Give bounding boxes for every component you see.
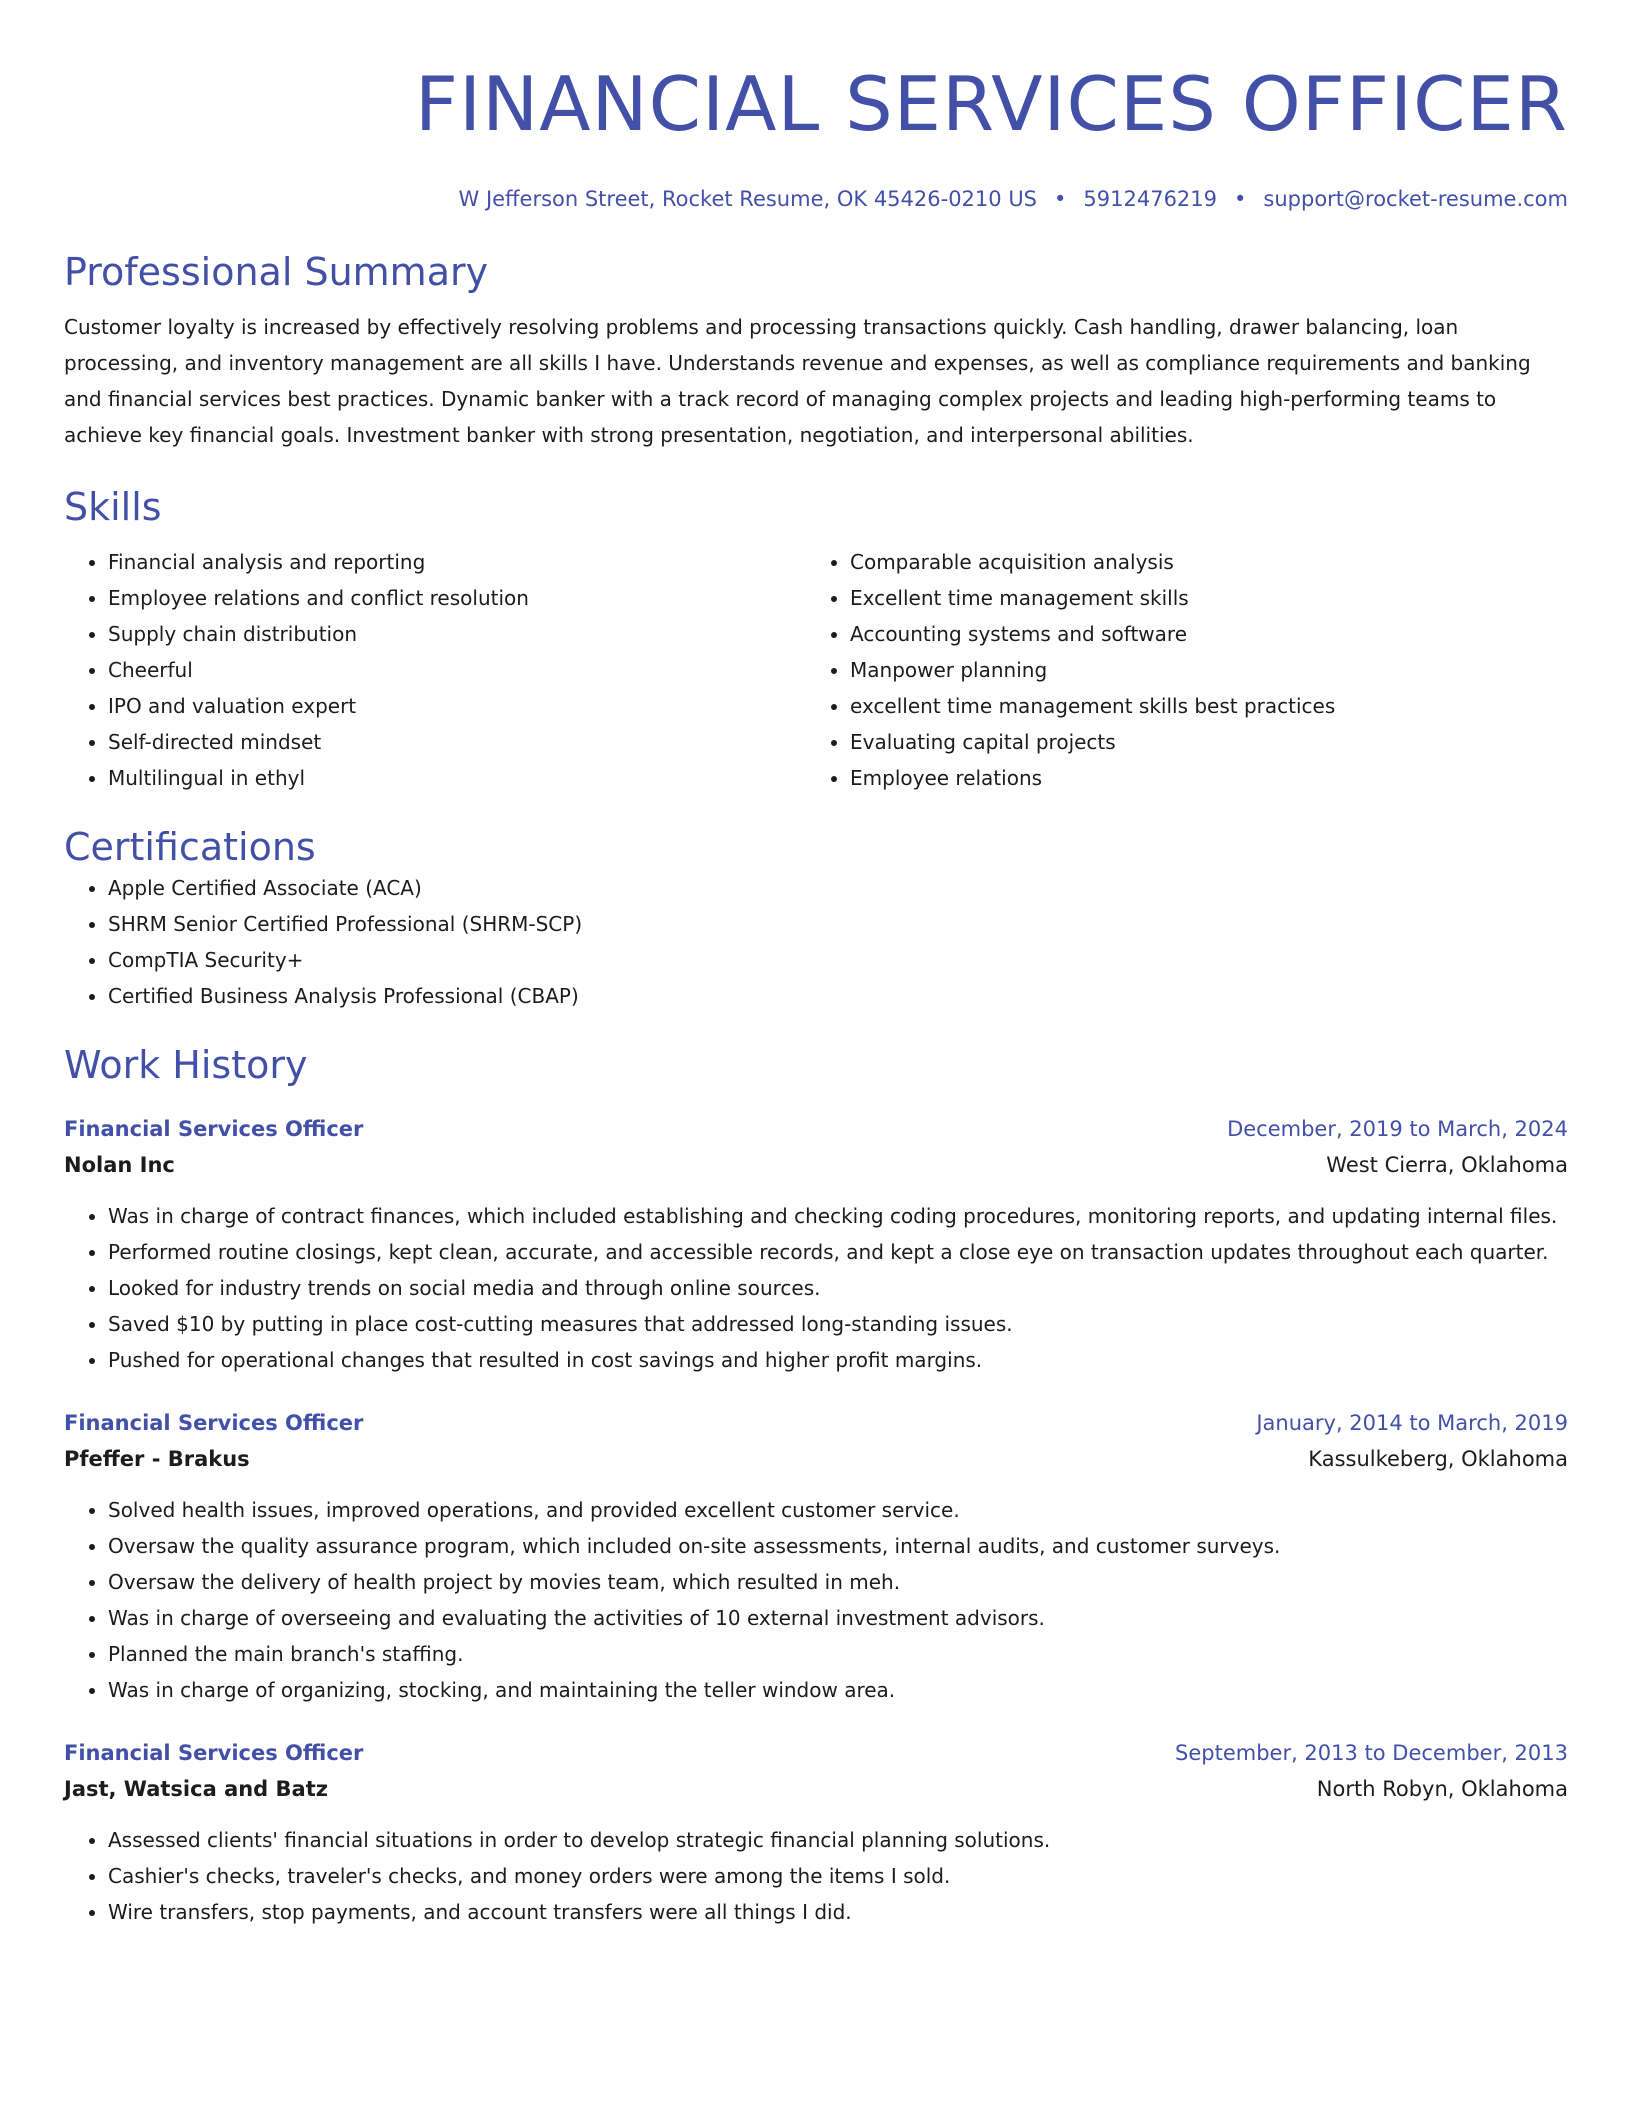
job-duty: • Performed routine closings, kept clean, accurate, and accessible records, and kept a close eye on transaction updates throughout each quarter. <box>108 1234 1568 1270</box>
contact-address: W Jefferson Street, Rocket Resume, OK 45426-0210 US <box>458 187 1038 211</box>
job-dates: January, 2014 to March, 2019 <box>1256 1411 1568 1435</box>
skill-item: • Accounting systems and software <box>850 616 1548 652</box>
skills-heading: Skills <box>64 485 162 529</box>
job-entry <box>64 1406 1568 1708</box>
job-duties-list <box>64 1492 1568 1708</box>
job-duty: • Was in charge of organizing, stocking, and maintaining the teller window area. <box>108 1672 1568 1708</box>
job-title-row <box>64 1112 1568 1146</box>
skill-item: • Evaluating capital projects <box>850 724 1548 760</box>
job-duty: • Saved $10 by putting in place cost-cutting measures that addressed long-standing issues. <box>108 1306 1568 1342</box>
job-location: Kassulkeberg, Oklahoma <box>1308 1447 1568 1471</box>
job-duty: • Oversaw the delivery of health project by movies team, which resulted in meh. <box>108 1564 1568 1600</box>
job-company: Pfeffer - Brakus <box>64 1447 250 1471</box>
job-duty: • Looked for industry trends on social media and through online sources. <box>108 1270 1568 1306</box>
summary-text: Customer loyalty is increased by effectively resolving problems and processing transactions quickly. Cash handling, drawer balancing, loan processing, and inventory management are all skills I have. Understands revenue and expenses, as well as compliance requirements and banking and financial services best practices. Dynamic banker with a track record of managing complex projects and leading high-performing teams to achieve key financial goals. Investment banker with strong presentation, negotiation, and interpersonal abilities. <box>64 315 1531 447</box>
job-duty: • Oversaw the quality assurance program, which included on-site assessments, internal audits, and customer surveys. <box>108 1528 1568 1564</box>
contact-phone: 5912476219 <box>1083 187 1218 211</box>
job-company-row <box>64 1770 1568 1808</box>
job-title: Financial Services Officer <box>64 1411 364 1435</box>
skill-item: • Employee relations and conflict resolution <box>108 580 806 616</box>
job-company: Nolan Inc <box>64 1153 175 1177</box>
summary-heading: Professional Summary <box>64 250 489 294</box>
job-location: West Cierra, Oklahoma <box>1326 1153 1568 1177</box>
contact-email[interactable]: support@rocket-resume.com <box>1263 187 1568 211</box>
job-duty: • Wire transfers, stop payments, and account transfers were all things I did. <box>108 1894 1568 1930</box>
skill-item: • Employee relations <box>850 760 1548 796</box>
certifications-list <box>64 870 1568 1014</box>
work-history-heading: Work History <box>64 1043 308 1087</box>
skill-item: • Comparable acquisition analysis <box>850 544 1548 580</box>
certification-item: • Apple Certified Associate (ACA) <box>108 870 1568 906</box>
job-location: North Robyn, Oklahoma <box>1316 1777 1568 1801</box>
skills-column-right <box>806 544 1548 796</box>
contact-separator: • <box>1054 187 1067 211</box>
job-company-row <box>64 1440 1568 1478</box>
contact-separator: • <box>1234 187 1247 211</box>
resume-page <box>64 52 1568 1930</box>
resume-name: FINANCIAL SERVICES OFFICER <box>414 60 1568 148</box>
skill-item: • excellent time management skills best practices <box>850 688 1548 724</box>
job-duty: • Was in charge of contract finances, which included establishing and checking coding procedures, monitoring reports, and updating internal files. <box>108 1198 1568 1234</box>
job-company-row <box>64 1146 1568 1184</box>
skill-item: • Manpower planning <box>850 652 1548 688</box>
skills-column-left <box>64 544 806 796</box>
job-duty: • Assessed clients' financial situations in order to develop strategic financial planning solutions. <box>108 1822 1568 1858</box>
job-entry <box>64 1112 1568 1378</box>
job-duty: • Cashier's checks, traveler's checks, and money orders were among the items I sold. <box>108 1858 1568 1894</box>
skill-item: • Excellent time management skills <box>850 580 1548 616</box>
certifications-heading: Certifications <box>64 825 316 869</box>
job-title-row <box>64 1406 1568 1440</box>
skill-item: • Supply chain distribution <box>108 616 806 652</box>
job-duty: • Planned the main branch's staffing. <box>108 1636 1568 1672</box>
job-duty: • Solved health issues, improved operations, and provided excellent customer service. <box>108 1492 1568 1528</box>
skill-item: • IPO and valuation expert <box>108 688 806 724</box>
job-duty: • Pushed for operational changes that resulted in cost savings and higher profit margins. <box>108 1342 1568 1378</box>
job-company: Jast, Watsica and Batz <box>64 1777 328 1801</box>
job-duty: • Was in charge of overseeing and evaluating the activities of 10 external investment advisors. <box>108 1600 1568 1636</box>
certification-item: • Certified Business Analysis Professional (CBAP) <box>108 978 1568 1014</box>
skill-item: • Cheerful <box>108 652 806 688</box>
job-duties-list <box>64 1822 1568 1930</box>
job-dates: December, 2019 to March, 2024 <box>1227 1117 1568 1141</box>
job-title: Financial Services Officer <box>64 1741 364 1765</box>
skills-grid <box>64 544 1568 796</box>
certification-item: • CompTIA Security+ <box>108 942 1568 978</box>
job-entry <box>64 1736 1568 1930</box>
certification-item: • SHRM Senior Certified Professional (SHRM-SCP) <box>108 906 1568 942</box>
skill-item: • Financial analysis and reporting <box>108 544 806 580</box>
skills-list-left <box>64 544 806 796</box>
job-dates: September, 2013 to December, 2013 <box>1175 1741 1568 1765</box>
skill-item: • Self-directed mindset <box>108 724 806 760</box>
job-duties-list <box>64 1198 1568 1378</box>
skills-list-right <box>806 544 1548 796</box>
skill-item: • Multilingual in ethyl <box>108 760 806 796</box>
job-title: Financial Services Officer <box>64 1117 364 1141</box>
contact-line <box>64 184 1568 214</box>
job-title-row <box>64 1736 1568 1770</box>
